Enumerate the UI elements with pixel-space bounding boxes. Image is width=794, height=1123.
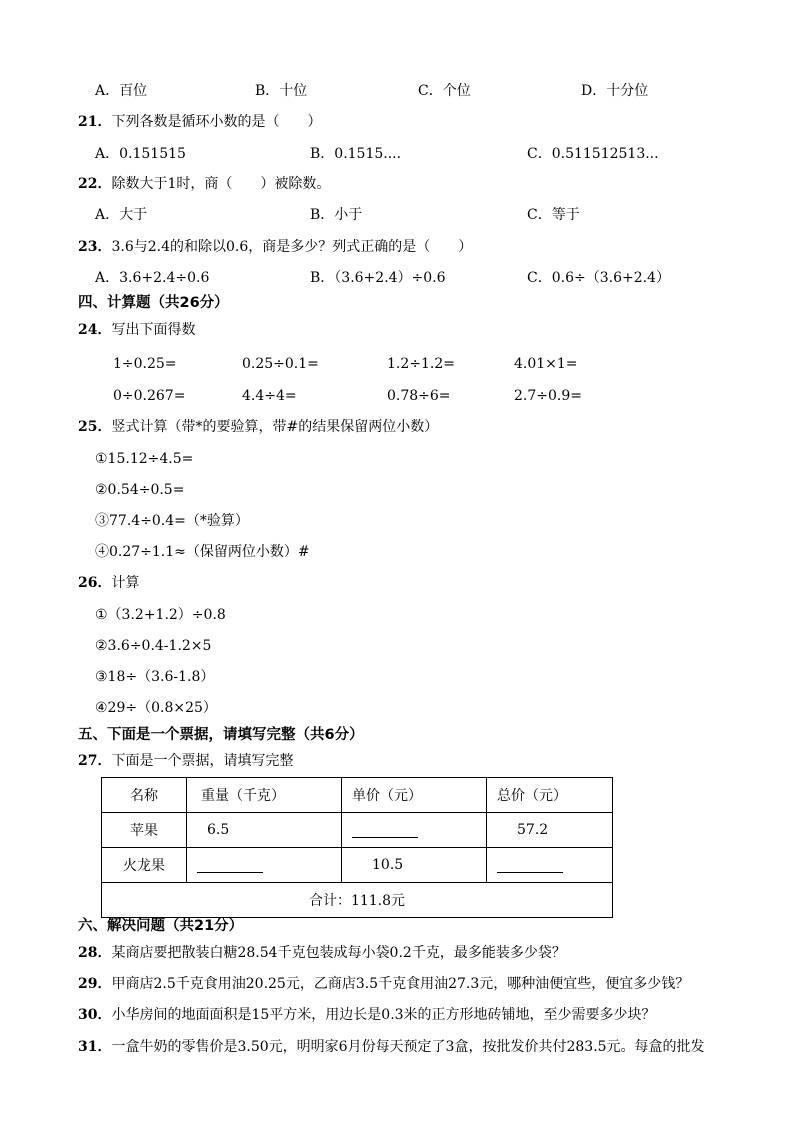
question-30 xyxy=(78,1005,656,1025)
q21-option-c: C．0.511512513... xyxy=(527,146,659,162)
q23-option-c: C．0.6÷（3.6+2.4） xyxy=(527,270,670,286)
q20-option-c: C．个位 xyxy=(418,83,471,99)
question-27 xyxy=(78,751,293,771)
question-number: 31． xyxy=(78,1039,112,1055)
q23-option-b: B．（3.6+2.4）÷0.6 xyxy=(310,270,446,286)
table-row xyxy=(102,848,613,883)
calc-expression: ②3.6÷0.4-1.2×5 xyxy=(95,638,212,654)
calc-item: 0.78÷6= xyxy=(387,388,451,404)
question-text: 某商店要把散装白糖28.54千克包装成每小袋0.2千克，最多能装多少袋？ xyxy=(111,945,566,961)
cell-weight: 6.5 xyxy=(187,813,342,848)
question-text: 计算 xyxy=(111,575,140,591)
cell-name: 火龙果 xyxy=(102,848,187,883)
header-weight: 重量（千克） xyxy=(187,778,342,813)
header-total-price: 总价（元） xyxy=(487,778,613,813)
question-number: 25． xyxy=(78,419,112,435)
question-26 xyxy=(78,573,139,593)
question-text: 写出下面得数 xyxy=(111,322,196,338)
calc-item: 0.25÷0.1= xyxy=(242,356,319,372)
question-31 xyxy=(78,1037,705,1057)
answer-blank[interactable] xyxy=(497,858,563,873)
cell-unit-price[interactable] xyxy=(342,813,487,848)
question-number: 21． xyxy=(78,114,112,130)
question-29 xyxy=(78,974,689,994)
table-header-row xyxy=(102,778,613,813)
question-text: 小华房间的地面面积是15平方米，用边长是0.3米的正方形地砖铺地，至少需要多少块？ xyxy=(111,1007,656,1023)
q20-option-d: D．十分位 xyxy=(581,83,649,99)
section-heading-4: 四、计算题（共26分） xyxy=(78,295,229,311)
vertical-calc-item: ④0.27÷1.1≈（保留两位小数）# xyxy=(95,544,310,560)
table-total-row xyxy=(102,883,613,918)
receipt-table xyxy=(101,777,613,918)
table-row xyxy=(102,813,613,848)
calc-item: 0÷0.267= xyxy=(113,388,186,404)
calc-item: 1÷0.25= xyxy=(113,356,177,372)
question-number: 24． xyxy=(78,322,112,338)
q22-option-b: B．小于 xyxy=(310,207,363,223)
cell-name: 苹果 xyxy=(102,813,187,848)
question-number: 23． xyxy=(78,239,112,255)
question-number: 27． xyxy=(78,753,112,769)
calc-item: 4.4÷4= xyxy=(242,388,297,404)
question-25 xyxy=(78,417,438,437)
calc-item: 2.7÷0.9= xyxy=(514,388,582,404)
section-heading-5: 五、下面是一个票据，请填写完整（共6分） xyxy=(78,727,364,743)
question-21 xyxy=(78,112,321,132)
question-text: 竖式计算（带*的要验算，带#的结果保留两位小数） xyxy=(111,419,439,435)
calc-item: 1.2÷1.2= xyxy=(387,356,455,372)
question-number: 22． xyxy=(78,176,112,192)
q20-option-b: B．十位 xyxy=(255,83,308,99)
cell-weight[interactable] xyxy=(187,848,342,883)
vertical-calc-item: ③77.4÷0.4=（*验算） xyxy=(95,513,249,529)
q20-option-a: A．百位 xyxy=(95,83,148,99)
answer-blank[interactable] xyxy=(352,823,418,838)
q21-option-b: B．0.1515.... xyxy=(310,146,402,162)
header-name: 名称 xyxy=(102,778,187,813)
cell-unit-price: 10.5 xyxy=(342,848,487,883)
cell-total: 合计：111.8元 xyxy=(102,883,613,918)
question-28 xyxy=(78,943,566,963)
vertical-calc-item: ①15.12÷4.5= xyxy=(95,451,194,467)
question-text: 一盒牛奶的零售价是3.50元，明明家6月份每天预定了3盒，按批发价共付283.5元。每盒的批发 xyxy=(111,1039,705,1055)
question-24 xyxy=(78,320,195,340)
question-text: 下列各数是循环小数的是（ ） xyxy=(111,114,322,130)
calc-expression: ③18÷（3.6-1.8） xyxy=(95,669,215,685)
answer-blank[interactable] xyxy=(197,858,263,873)
cell-total-price: 57.2 xyxy=(487,813,613,848)
q22-option-a: A．大于 xyxy=(95,207,148,223)
calc-expression: ④29÷（0.8×25） xyxy=(95,700,217,716)
question-number: 30． xyxy=(78,1007,112,1023)
question-number: 28． xyxy=(78,945,112,961)
question-23 xyxy=(78,237,472,257)
question-number: 29． xyxy=(78,976,112,992)
q21-option-a: A．0.151515 xyxy=(95,146,186,162)
header-unit-price: 单价（元） xyxy=(342,778,487,813)
vertical-calc-item: ②0.54÷0.5= xyxy=(95,482,185,498)
question-22 xyxy=(78,174,330,194)
question-text: 下面是一个票据，请填写完整 xyxy=(111,753,294,769)
question-text: 除数大于1时，商（ ）被除数。 xyxy=(111,176,331,192)
q22-option-c: C．等于 xyxy=(527,207,580,223)
calc-expression: ①（3.2+1.2）÷0.8 xyxy=(95,607,226,623)
question-number: 26． xyxy=(78,575,112,591)
question-text: 甲商店2.5千克食用油20.25元，乙商店3.5千克食用油27.3元，哪种油便宜些，便宜多少钱？ xyxy=(111,976,690,992)
calc-item: 4.01×1= xyxy=(514,356,578,372)
q23-option-a: A．3.6+2.4÷0.6 xyxy=(95,270,210,286)
section-heading-6: 六、解决问题（共21分） xyxy=(78,918,244,934)
question-text: 3.6与2.4的和除以0.6，商是多少？列式正确的是（ ） xyxy=(111,239,473,255)
cell-total-price[interactable] xyxy=(487,848,613,883)
